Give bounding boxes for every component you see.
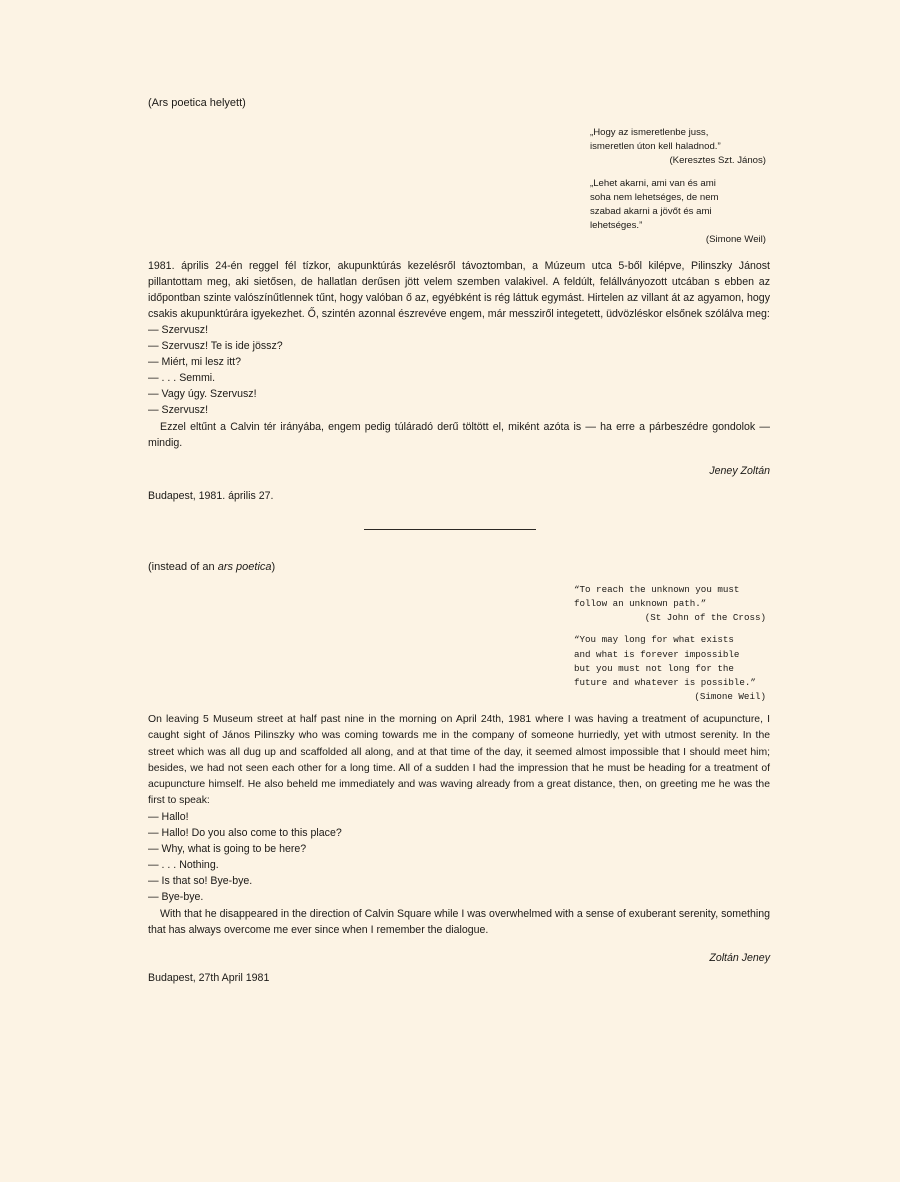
motto-simone-weil-hu bbox=[590, 177, 766, 248]
english-dateline: Budapest, 27th April 1981 bbox=[148, 971, 270, 984]
motto-line: “To reach the unknown you must bbox=[574, 583, 740, 595]
dialogue-line: — Why, what is going to be here? bbox=[148, 843, 307, 856]
hungarian-heading: (Ars poetica helyett) bbox=[148, 97, 246, 109]
motto-line: future and whatever is possible.” bbox=[574, 676, 756, 688]
dialogue-line: — Szervusz! Te is ide jössz? bbox=[148, 340, 283, 353]
dialogue-line: — . . . Nothing. bbox=[148, 859, 219, 872]
hungarian-closing: Ezzel eltűnt a Calvin tér irányába, engem pedig túláradó derű töltött el, miként azóta is — ha erre a párbeszédre gondolok — mindig. bbox=[148, 420, 770, 449]
motto-simone-weil-en bbox=[574, 633, 766, 704]
motto-line: soha nem lehetséges, de nem bbox=[590, 191, 719, 203]
english-heading-suffix: ) bbox=[271, 560, 276, 573]
motto-john-of-the-cross-en bbox=[574, 583, 766, 626]
hungarian-section bbox=[148, 96, 770, 502]
dialogue-line: — . . . Semmi. bbox=[148, 372, 216, 385]
english-closing: With that he disappeared in the direction of Calvin Square while I was overwhelmed with a sense of exuberant serenity, something that has always overcome me ever since when I remember the dialogue. bbox=[148, 907, 770, 936]
dialogue-line: — Szervusz! bbox=[148, 404, 209, 417]
english-heading bbox=[148, 560, 770, 574]
english-body: On leaving 5 Museum street at half past nine in the morning on April 24th, 1981 where I was having a treatment of acupuncture, I caught sight of János Pilinszky who was coming towards me in the company of someone hurriedly, yet with utmost serenity. In the street which was all dug up and scaffolded all along, and at that time of the day, it seemed almost impossible that I should meet him; besides, we had not seen each other for a long time. All of a sudden I had the impression that he must be heading for a treatment of acupuncture himself. He also beheld me immediately and was waving already from a great distance, then, on greeting me he was the first to speak: bbox=[148, 714, 770, 806]
motto-attribution: (St John of the Cross) bbox=[644, 612, 766, 624]
motto-attribution: (Keresztes Szt. János) bbox=[669, 155, 766, 167]
hungarian-signature: Jeney Zoltán bbox=[709, 464, 770, 477]
motto-john-of-the-cross-hu bbox=[590, 126, 766, 169]
english-signature: Zoltán Jeney bbox=[709, 951, 770, 964]
motto-line: follow an unknown path.” bbox=[574, 597, 707, 609]
dialogue-line: — Hallo! Do you also come to this place? bbox=[148, 827, 342, 840]
english-heading-prefix: (instead of an bbox=[148, 560, 218, 573]
motto-attribution: (Simone Weil) bbox=[694, 691, 766, 703]
motto-line: szabad akarni a jövőt és ami bbox=[590, 206, 712, 218]
dialogue-line: — Vagy úgy. Szervusz! bbox=[148, 388, 257, 401]
motto-line: but you must not long for the bbox=[574, 662, 734, 674]
english-section bbox=[148, 560, 770, 984]
dialogue-line: — Miért, mi lesz itt? bbox=[148, 356, 242, 369]
document-page bbox=[148, 96, 770, 984]
english-mottos bbox=[574, 583, 766, 705]
english-heading-italic: ars poetica bbox=[217, 560, 272, 573]
motto-line: ismeretlen úton kell haladnod.” bbox=[590, 141, 721, 153]
english-dialogue bbox=[148, 809, 770, 906]
motto-attribution: (Simone Weil) bbox=[705, 234, 766, 246]
motto-line: “You may long for what exists bbox=[574, 634, 734, 646]
motto-line: lehetséges.” bbox=[590, 220, 643, 232]
motto-line: „Lehet akarni, ami van és ami bbox=[590, 177, 716, 189]
motto-line: and what is forever impossible bbox=[574, 648, 740, 660]
hungarian-dateline: Budapest, 1981. április 27. bbox=[148, 489, 274, 502]
hungarian-body: 1981. április 24-én reggel fél tízkor, akupunktúrás kezelésről távoztomban, a Múzeum utca 5-ből kilépve, Pilinszky Jánost pillantottam meg, aki sietősen, de hallatlan derűsen jött velem szemben valakivel. A feldúlt, felállványozott utcában s ebben az időpontban szinte valószínűtlennek tűnt, hogy valóban ő az, egyébként is rég láttuk egymást. Hirtelen az villant át az agyamon, hogy csakis akupunktúrára igyekezhet. Ő, szintén azonnal észrevéve engem, már messziről integetett, üdvözléskor elsőnek szólálva meg: bbox=[148, 259, 770, 320]
section-divider bbox=[364, 529, 536, 530]
dialogue-line: — Hallo! bbox=[148, 810, 189, 823]
hungarian-mottos bbox=[590, 126, 766, 248]
dialogue-line: — Is that so! Bye-bye. bbox=[148, 875, 253, 888]
dialogue-line: — Szervusz! bbox=[148, 324, 209, 336]
hungarian-dialogue bbox=[148, 322, 770, 419]
motto-line: „Hogy az ismeretlenbe juss, bbox=[590, 127, 709, 138]
dialogue-line: — Bye-bye. bbox=[148, 891, 204, 904]
